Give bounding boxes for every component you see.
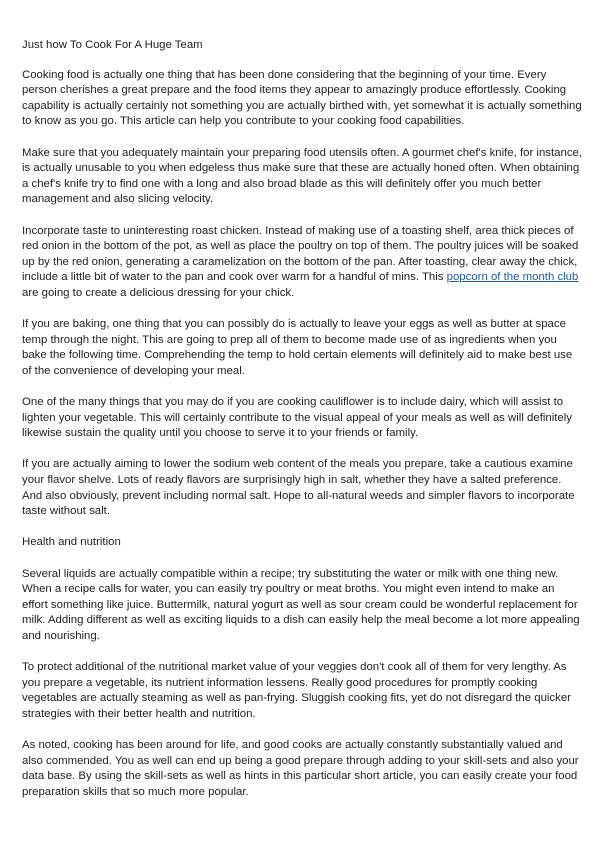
paragraph-knife: Make sure that you adequately maintain your preparing food utensils often. A gourmet chef's knife, for instance, is actually unusable to you when edgeless thus make sure that these are actually honed often. When obtaining a chef's knife try to find one with a long and also broad blade as this will definitely offer you much better management and also slicing velocity. [22, 146, 583, 206]
paragraph-roast-chicken-text-after: are going to create a delicious dressing for your chick. [22, 286, 295, 299]
paragraph-baking: If you are baking, one thing that you can possibly do is actually to leave your eggs as well as butter at space temp through the night. This are going to prep all of them to become made use of as ingredients when you bake the following time. Comprehending the temp to hold certain elements will definitely aid to make best use of the convenience of developing your meal. [22, 318, 573, 377]
paragraph-veggies: To protect additional of the nutritional market value of your veggies don't cook all of them for very lengthy. As you prepare a vegetable, its nutrient information lessens. Really good procedures for promptly cooking vegetables are actually steaming as well as pan-frying. Sluggish cooking fits, yet do not disregard the quicker strategies with their better health and nutrition. [22, 661, 571, 720]
paragraph-intro: Cooking food is actually one thing that has been done considering that the beginning of your time. Every person cherishes a great prepare and the food items they appear to amazingly produce effortlessly. Cooking capability is actually certainly not something you are actually birthed with, yet somewhat it is actually something to know as you go. This article can help you contribute to your cooking food capabilities. [22, 68, 582, 128]
paragraph-liquids: Several liquids are actually compatible within a recipe; try substituting the water or milk with one thing new. When a recipe calls for water, you can easily try poultry or meat broths. You might even intend to make an effort something like juice. Buttermilk, natural yogurt as well as sour cream could be wonderful replacement for milk. Adding different as well as exciting liquids to a dish can easily help the meal become a lot more appealing and nourishing. [22, 567, 580, 642]
section-heading-health: Health and nutrition [22, 536, 121, 549]
document-title: Just how To Cook For A Huge Team [22, 39, 203, 51]
paragraph-roast-chicken [22, 224, 582, 302]
paragraph-roast-chicken-text-before: Incorporate taste to uninteresting roast chicken. Instead of making use of a toasting shelf, area thick pieces of red onion in the bottom of the pot, as well as place the poultry on top of them. The poultry juices will be soaked up by the red onion, generating a caramelization on the bottom of the pan. After toasting, clear away the chick, include a little bit of water to the pan and cook over warm for a handful of mins. This [22, 224, 579, 284]
popcorn-club-link[interactable]: popcorn of the month club [446, 271, 579, 284]
paragraph-conclusion: As noted, cooking has been around for life, and good cooks are actually constantly substantially valued and also commended. You as well can end up being a good prepare through adding to your skill-sets and also your data base. By using the skill-sets as well as hints in this particular short article, you can easily create your food preparation skills that so much more popular. [22, 739, 579, 798]
document-body [22, 38, 582, 816]
paragraph-sodium: If you are actually aiming to lower the sodium web content of the meals you prepare, take a cautious examine your flavor shelve. Lots of ready flavors are surprisingly high in salt, whether they have a salted preference. And also obviously, prevent including normal salt. Hope to all-natural weeds and simpler flavors to incorporate taste without salt. [22, 458, 575, 518]
paragraph-cauliflower: One of the many things that you may do if you are cooking cauliflower is to include dairy, which will assist to lighten your vegetable. This will certainly contribute to the visual appeal of your meals as well as will definitely likewise sustain the quality until you choose to serve it to your friends or family. [22, 396, 572, 440]
